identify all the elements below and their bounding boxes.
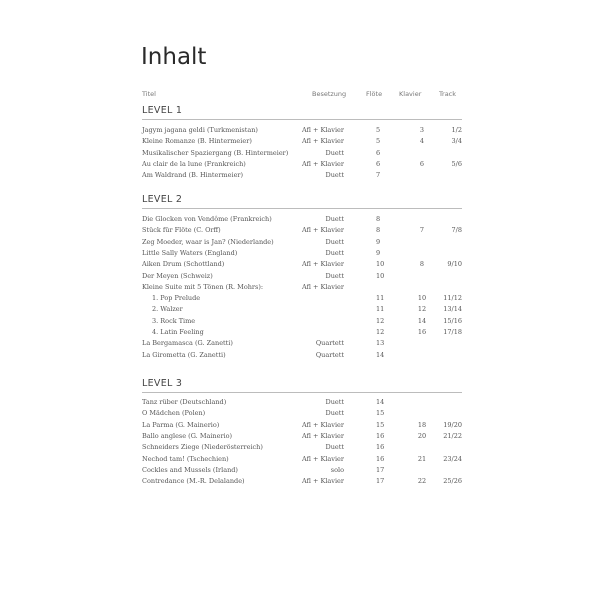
column-header-klavier: Klavier: [399, 90, 422, 98]
row-besetzung: Afl + Klavier: [301, 420, 344, 429]
table-row: [142, 477, 462, 488]
row-track: 15/16: [443, 316, 462, 325]
row-floete-page: 5: [376, 137, 381, 146]
row-klavier-page: 6: [419, 159, 425, 168]
row-besetzung: Afl + Klavier: [301, 137, 344, 146]
table-row: [142, 351, 462, 362]
row-klavier-page: 7: [419, 226, 425, 235]
row-title: 3. Rock Time: [152, 316, 196, 325]
row-title: La Bergamasca (G. Zanetti): [142, 339, 233, 348]
table-row: [142, 339, 462, 350]
row-track: 21/22: [443, 431, 462, 440]
row-floete-page: 10: [376, 271, 385, 280]
row-klavier-page: 3: [419, 126, 425, 134]
row-title: Am Waldrand (B. Hintermeier): [142, 171, 244, 180]
row-floete-page: 16: [376, 454, 385, 463]
row-track: 17/18: [443, 328, 462, 336]
row-besetzung: Afl + Klavier: [301, 226, 344, 235]
row-besetzung: Afl + Klavier: [301, 282, 344, 291]
row-klavier-page: 20: [417, 431, 427, 440]
row-besetzung: Afl + Klavier: [301, 126, 344, 134]
table-row: [142, 466, 462, 477]
row-klavier-page: 4: [419, 137, 425, 146]
table-row: [142, 443, 462, 454]
row-floete-page: 15: [376, 420, 385, 429]
row-track: 5/6: [451, 159, 462, 168]
row-floete-page: 6: [376, 159, 381, 168]
row-besetzung: Afl + Klavier: [301, 260, 344, 269]
section-divider: [142, 208, 462, 209]
row-track: 1/2: [451, 126, 462, 134]
row-floete-page: 15: [376, 409, 385, 418]
table-row: [142, 226, 462, 237]
column-header-title: Titel: [142, 90, 156, 98]
row-title: Tanz rüber (Deutschland): [142, 398, 227, 406]
row-floete-page: 7: [376, 171, 381, 180]
level-heading: LEVEL 2: [142, 194, 183, 205]
row-title: Nechod tam! (Tschechien): [142, 454, 229, 463]
row-floete-page: 8: [376, 215, 381, 223]
row-floete-page: 9: [376, 237, 381, 246]
row-floete-page: 6: [376, 148, 381, 157]
row-besetzung: Quartett: [315, 339, 344, 348]
row-track: 19/20: [443, 420, 462, 429]
table-row: [142, 149, 462, 160]
row-floete-page: 12: [376, 328, 385, 336]
row-floete-page: 16: [376, 443, 385, 452]
row-title: Stück für Flöte (C. Orff): [142, 226, 221, 235]
row-title: Schneiders Ziege (Niederösterreich): [142, 443, 263, 452]
row-floete-page: 17: [376, 465, 385, 474]
row-besetzung: Quartett: [315, 350, 344, 359]
row-title: 4. Latin Feeling: [152, 328, 204, 336]
row-floete-page: 16: [376, 431, 385, 440]
row-title: 1. Pop Prelude: [152, 294, 201, 303]
table-row: [142, 249, 462, 260]
table-row: [142, 455, 462, 466]
row-klavier-page: 10: [417, 294, 427, 303]
section-divider: [142, 119, 462, 120]
row-title: Little Sally Waters (England): [142, 248, 238, 257]
row-besetzung: Duett: [325, 148, 344, 157]
row-title: Der Meyen (Schweiz): [142, 271, 213, 280]
row-floete-page: 9: [376, 248, 381, 257]
table-row: [142, 432, 462, 443]
table-row: [142, 317, 462, 328]
row-title: Zeg Moeder, waar is Jan? (Niederlande): [142, 237, 274, 246]
table-row: [142, 126, 462, 137]
row-title: Aiken Drum (Schottland): [142, 260, 225, 269]
row-title: Ballo anglese (G. Mainerio): [142, 431, 233, 440]
row-besetzung: Duett: [325, 248, 344, 257]
row-besetzung: Duett: [325, 271, 344, 280]
row-besetzung: Duett: [325, 443, 344, 452]
row-klavier-page: 18: [417, 420, 427, 429]
row-klavier-page: 12: [417, 305, 427, 314]
row-besetzung: Afl + Klavier: [301, 454, 344, 463]
row-title: La Girometta (G. Zanetti): [142, 350, 226, 359]
table-row: [142, 328, 462, 339]
row-title: Au clair de la lune (Frankreich): [142, 159, 246, 168]
row-track: 3/4: [451, 137, 462, 146]
table-row: [142, 137, 462, 148]
table-row: [142, 260, 462, 271]
row-track: 23/24: [443, 454, 462, 463]
column-header-track: Track: [439, 90, 457, 98]
table-row: [142, 272, 462, 283]
row-klavier-page: 16: [417, 328, 427, 336]
table-row: [142, 215, 462, 226]
row-track: 9/10: [447, 260, 462, 269]
row-title: Musikalischer Spaziergang (B. Hintermeier): [142, 148, 289, 157]
table-row: [142, 398, 462, 409]
row-floete-page: 14: [376, 350, 385, 359]
row-title: Contredance (M.-R. Delalande): [142, 477, 245, 486]
row-floete-page: 14: [376, 398, 385, 406]
row-besetzung: Duett: [325, 398, 344, 406]
level-heading: LEVEL 1: [142, 105, 183, 116]
row-besetzung: Duett: [325, 409, 344, 418]
row-track: 13/14: [443, 305, 462, 314]
row-title: Die Glocken von Vendôme (Frankreich): [142, 215, 272, 223]
table-row: [142, 409, 462, 420]
table-row: [142, 294, 462, 305]
row-klavier-page: 21: [417, 454, 427, 463]
section-divider: [142, 392, 462, 393]
table-row: [142, 171, 462, 182]
row-besetzung: Afl + Klavier: [301, 431, 344, 440]
row-besetzung: Afl + Klavier: [301, 159, 344, 168]
row-floete-page: 8: [376, 226, 381, 235]
row-besetzung: solo: [330, 465, 344, 474]
row-title: Cockles and Mussels (Irland): [142, 465, 238, 474]
row-floete-page: 12: [376, 316, 385, 325]
row-klavier-page: 14: [417, 316, 427, 325]
table-row: [142, 305, 462, 316]
column-header-floete: Flöte: [366, 90, 383, 98]
row-track: 25/26: [443, 477, 462, 486]
row-floete-page: 17: [376, 477, 385, 486]
table-row: [142, 283, 462, 294]
row-track: 11/12: [443, 294, 462, 303]
column-header-besetzung: Besetzung: [312, 90, 347, 98]
row-floete-page: 5: [376, 126, 381, 134]
row-title: La Parma (G. Mainerio): [142, 420, 220, 429]
row-besetzung: Afl + Klavier: [301, 477, 344, 486]
row-besetzung: Duett: [325, 215, 344, 223]
row-title: Kleine Suite mit 5 Tönen (R. Mohrs):: [142, 282, 264, 291]
row-floete-page: 11: [376, 305, 385, 314]
page-title: Inhalt: [141, 44, 207, 70]
row-besetzung: Duett: [325, 171, 344, 180]
row-klavier-page: 8: [419, 260, 425, 269]
row-floete-page: 11: [376, 294, 385, 303]
row-title: Jagym jagana geldi (Turkmenistan): [142, 126, 258, 134]
row-klavier-page: 22: [417, 477, 427, 486]
row-title: O Mädchen (Polen): [142, 409, 206, 418]
table-row: [142, 421, 462, 432]
row-title: 2. Walzer: [152, 305, 183, 314]
row-floete-page: 10: [376, 260, 385, 269]
row-track: 7/8: [451, 226, 462, 235]
table-row: [142, 160, 462, 171]
row-besetzung: Duett: [325, 237, 344, 246]
table-row: [142, 238, 462, 249]
row-title: Kleine Romanze (B. Hintermeier): [142, 137, 252, 146]
row-floete-page: 13: [376, 339, 385, 348]
level-heading: LEVEL 3: [142, 378, 183, 389]
